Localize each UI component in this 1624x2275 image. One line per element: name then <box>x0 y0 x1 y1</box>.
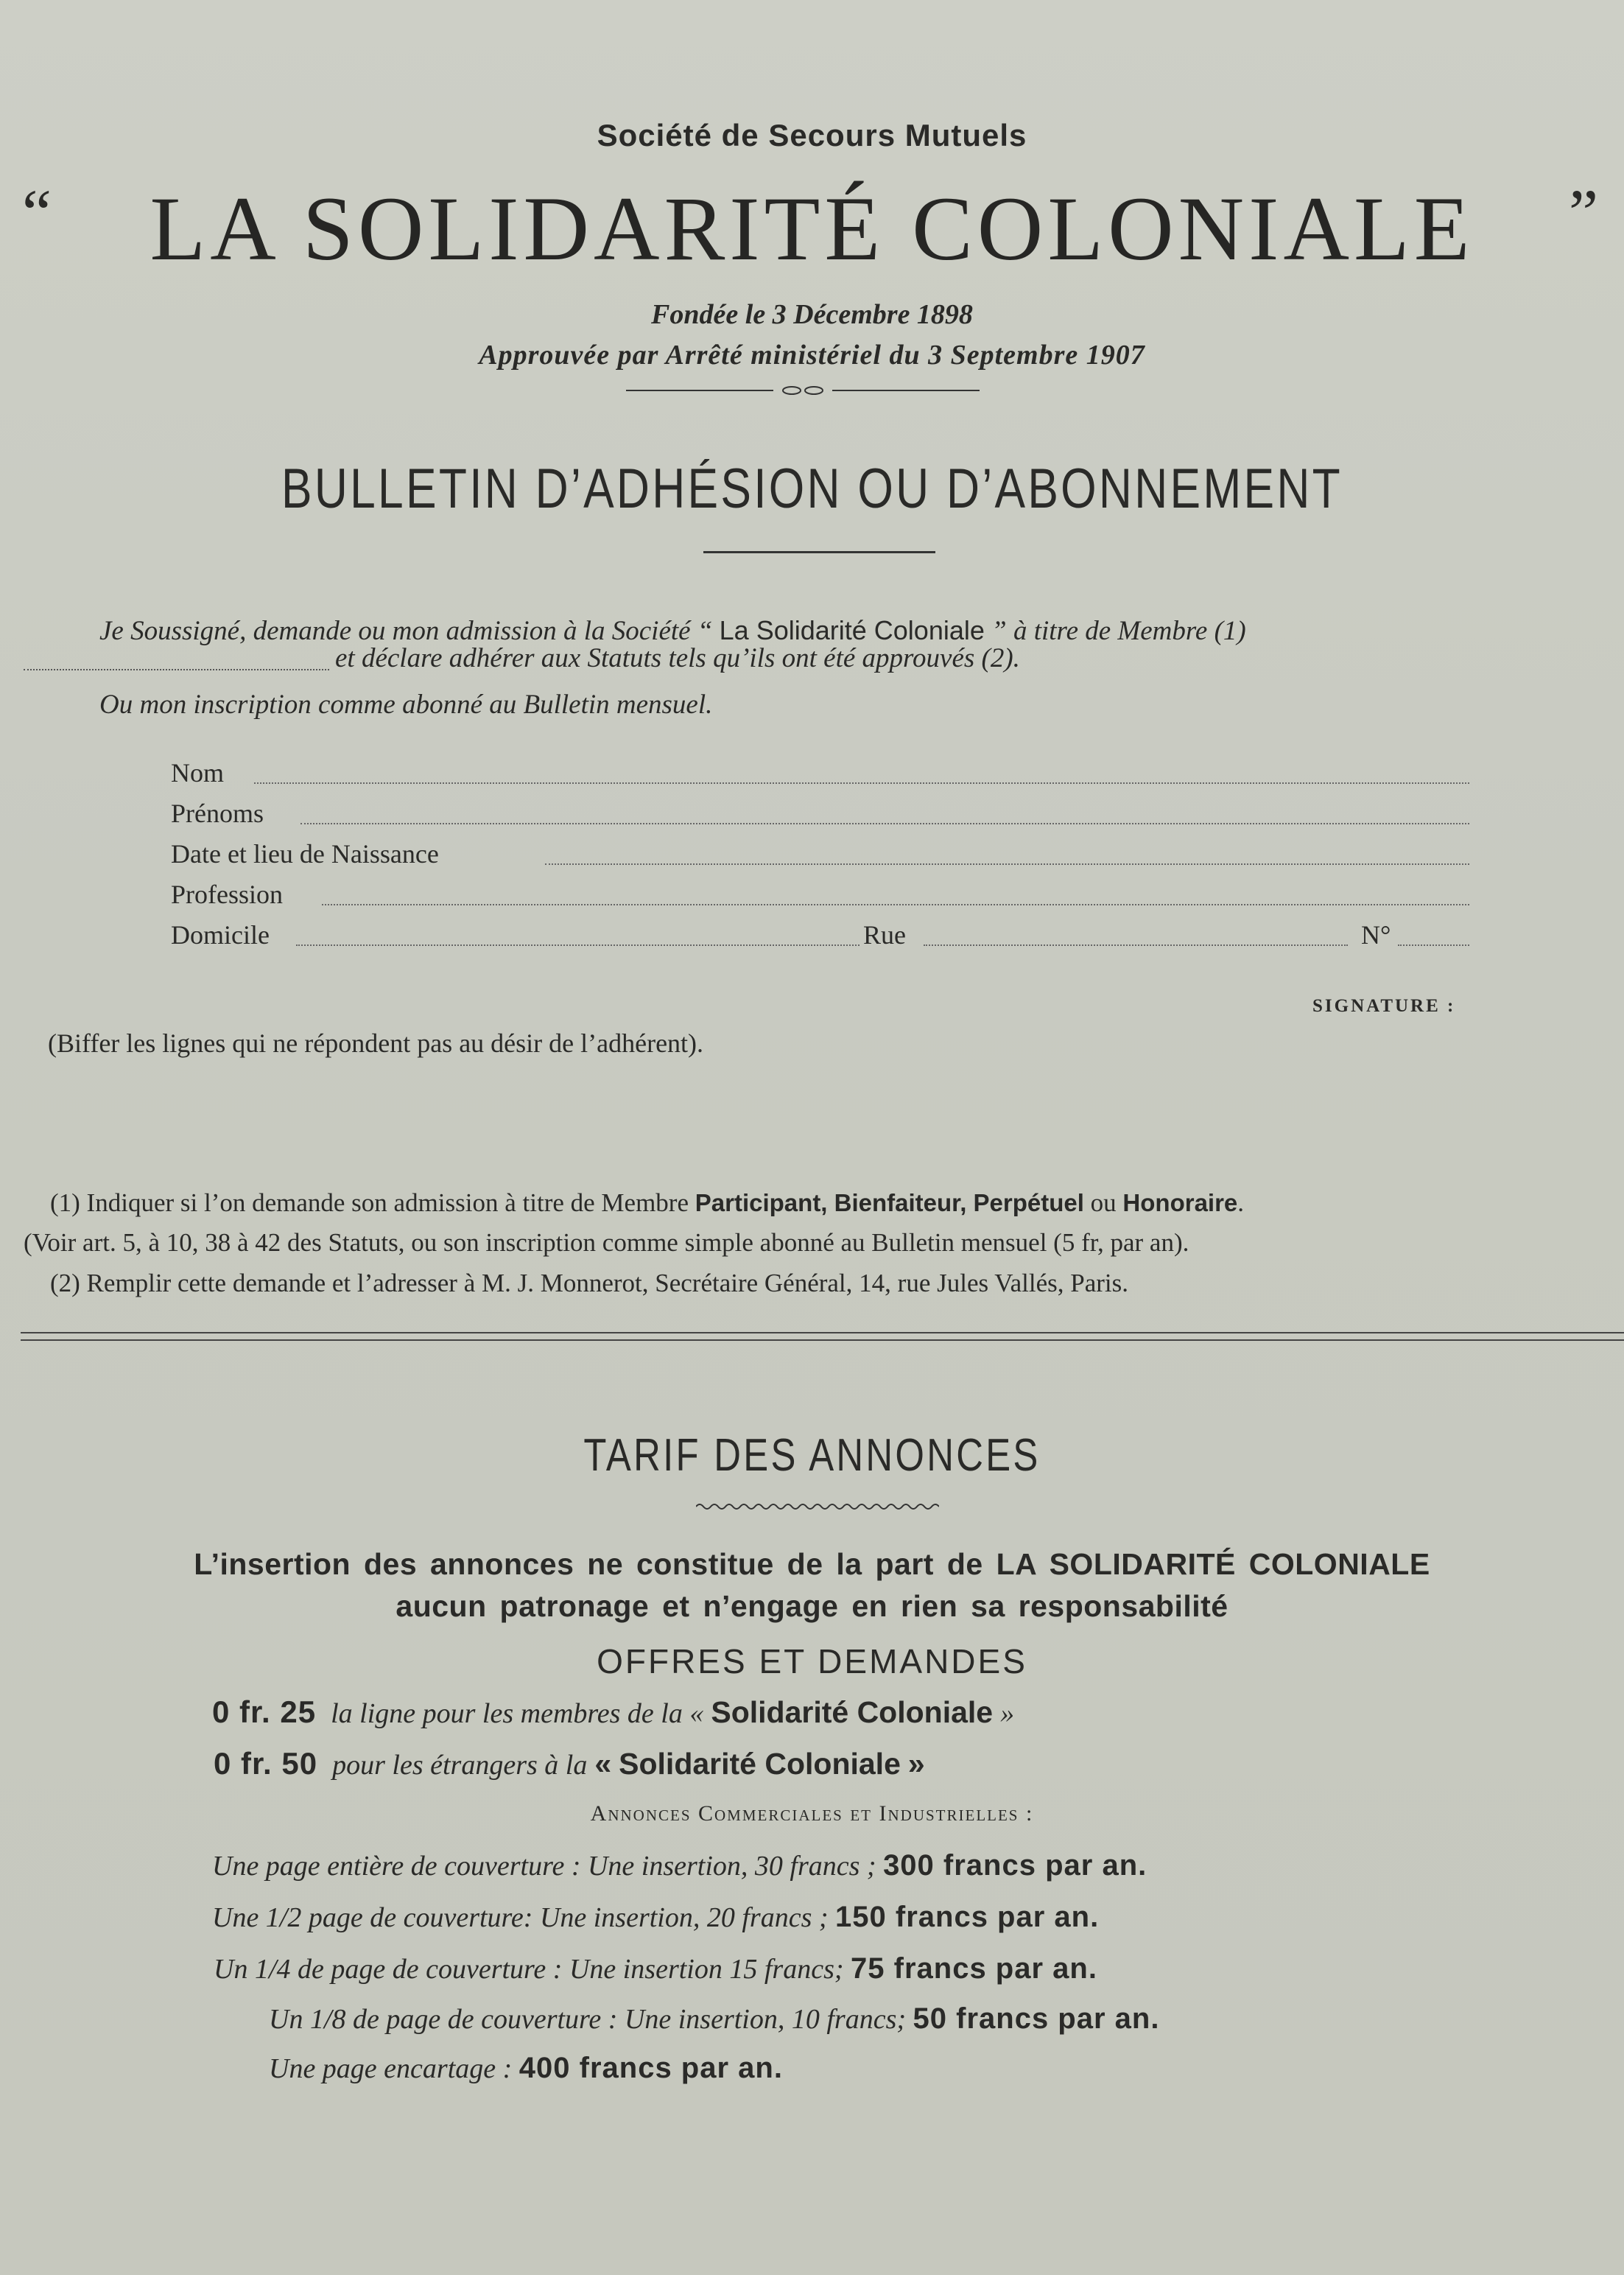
field-domicile-line[interactable] <box>296 944 860 946</box>
declaration-line-3: Ou mon inscription comme abonné au Bulletin mensuel. <box>99 690 713 720</box>
double-rule-bottom <box>21 1339 1624 1341</box>
field-prenoms-line[interactable] <box>300 823 1469 824</box>
commercial-ads-heading: Annonces Commerciales et Industrielles : <box>590 1801 1034 1826</box>
rate-strangers-open: « <box>594 1747 612 1781</box>
rate-members-amount: 0 fr. 25 <box>212 1694 317 1729</box>
ad-rate-insert-price: 400 francs par an. <box>519 2052 783 2084</box>
footnote-1-member-types: Participant, Bienfaiteur, Perpétuel <box>695 1189 1084 1216</box>
declaration-text-c: ” à titre de Membre (1) <box>991 616 1246 646</box>
rate-strangers-close: » <box>907 1747 925 1781</box>
field-rue-line[interactable] <box>924 944 1348 946</box>
footnote-1-period: . <box>1237 1188 1245 1217</box>
field-numero-line[interactable] <box>1398 944 1469 946</box>
declaration-line-2: et déclare adhérer aux Statuts tels qu’ils ont été approuvés (2). <box>335 643 1020 673</box>
rate-members-desc: la ligne pour les membres de la « <box>331 1698 704 1729</box>
ad-rate-eighth-page-desc: Un 1/8 de page de couverture : Une insertion, 10 francs; <box>269 2004 907 2035</box>
ornament-divider <box>626 383 980 398</box>
society-subtitle: Société de Secours Mutuels <box>597 118 1027 153</box>
insertion-disclaimer-2: aucun patronage et n’engage en rien sa responsabilité <box>396 1589 1228 1623</box>
footnote-1-honoraire: Honoraire <box>1122 1189 1238 1216</box>
footnote-1 <box>50 1188 1244 1218</box>
footnote-1-text: (1) Indiquer si l’on demande son admission à titre de Membre <box>50 1188 695 1217</box>
ad-rate-full-page <box>212 1849 1147 1882</box>
ad-rate-full-page-price: 300 francs par an. <box>883 1849 1147 1882</box>
rate-strangers-desc: pour les étrangers à la <box>332 1750 588 1781</box>
rate-members-close: » <box>1000 1698 1015 1729</box>
field-label-rue: Rue <box>863 920 906 950</box>
rate-members-society: Solidarité Coloniale <box>711 1695 994 1729</box>
footnote-2: (2) Remplir cette demande et l’adresser à M. J. Monnerot, Secrétaire Général, 14, rue Jules Vallés, Paris. <box>50 1269 1129 1297</box>
field-label-nom: Nom <box>171 758 224 788</box>
ad-rate-half-page <box>212 1901 1099 1934</box>
offres-heading: OFFRES ET DEMANDES <box>597 1642 1027 1680</box>
ad-rate-half-page-desc: Une 1/2 page de couverture: Une insertion, 20 francs ; <box>212 1902 829 1933</box>
rate-members <box>212 1694 1014 1730</box>
field-profession-line[interactable] <box>322 904 1469 905</box>
ad-rate-insert <box>269 2052 783 2085</box>
field-label-naissance: Date et lieu de Naissance <box>171 839 439 869</box>
field-naissance-line[interactable] <box>545 863 1469 865</box>
rate-strangers-society: Solidarité Coloniale <box>619 1747 901 1781</box>
ad-rate-quarter-page-desc: Un 1/4 de page de couverture : Une insertion 15 francs; <box>214 1954 844 1985</box>
footnote-1-or: ou <box>1083 1188 1123 1217</box>
declaration-society-name: La Solidarité Coloniale <box>719 615 985 645</box>
opening-quote: “ <box>22 177 52 250</box>
title-rule <box>703 551 935 553</box>
member-type-dotted-line <box>24 669 329 670</box>
closing-quote: ” <box>1569 177 1598 250</box>
ad-rate-insert-desc: Une page encartage : <box>269 2053 513 2084</box>
double-rule-top <box>21 1332 1624 1333</box>
insertion-disclaimer-1: L’insertion des annonces ne constitue de la part de LA SOLIDARITÉ COLONIALE <box>194 1547 1430 1581</box>
ad-rate-eighth-page-price: 50 francs par an. <box>913 2002 1160 2035</box>
approval-date: Approuvée par Arrêté ministériel du 3 Septembre 1907 <box>479 340 1145 371</box>
society-name: LA SOLIDARITÉ COLONIALE <box>150 178 1474 279</box>
signature-label: SIGNATURE : <box>1312 996 1456 1016</box>
field-label-domicile: Domicile <box>171 920 270 950</box>
ad-rate-full-page-desc: Une page entière de couverture : Une insertion, 30 francs ; <box>212 1851 876 1882</box>
wavy-divider <box>696 1501 939 1512</box>
ad-rate-half-page-price: 150 francs par an. <box>835 1901 1100 1933</box>
field-label-prenoms: Prénoms <box>171 799 264 828</box>
biffer-instruction: (Biffer les lignes qui ne répondent pas au désir de l’adhérent). <box>48 1028 704 1058</box>
ad-rate-quarter-page-price: 75 francs par an. <box>851 1952 1097 1985</box>
declaration-text-a: Je Soussigné, demande ou mon admission à la Société “ <box>99 616 713 646</box>
bulletin-title: BULLETIN D’ADHÉSION OU D’ABONNEMENT <box>281 458 1343 520</box>
rate-strangers-amount: 0 fr. 50 <box>214 1746 318 1781</box>
ad-rate-eighth-page <box>269 2002 1159 2036</box>
founded-date: Fondée le 3 Décembre 1898 <box>651 299 973 330</box>
rate-strangers <box>214 1746 925 1781</box>
tarif-title: TARIF DES ANNONCES <box>583 1430 1041 1481</box>
field-label-numero: N° <box>1361 920 1391 950</box>
field-nom-line[interactable] <box>254 782 1469 784</box>
ad-rate-quarter-page <box>214 1952 1097 1985</box>
field-label-profession: Profession <box>171 880 283 909</box>
footnote-1-continued: (Voir art. 5, à 10, 38 à 42 des Statuts, ou son inscription comme simple abonné au Bulletin mensuel (5 fr, par an). <box>24 1228 1189 1257</box>
